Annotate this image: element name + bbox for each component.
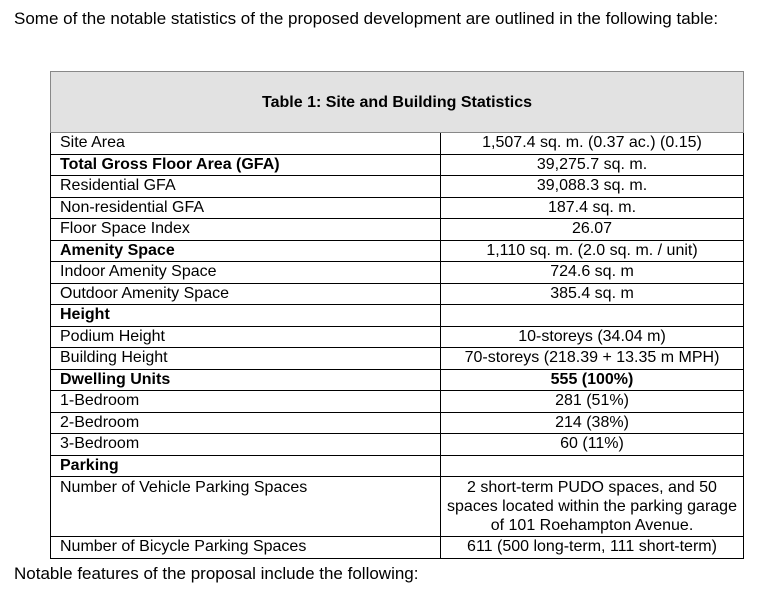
row-value: 10-storeys (34.04 m) — [441, 326, 744, 348]
row-value — [441, 305, 744, 327]
row-label: 1-Bedroom — [51, 391, 441, 413]
row-label: Outdoor Amenity Space — [51, 283, 441, 305]
table-row — [51, 369, 744, 391]
row-value: 214 (38%) — [441, 412, 744, 434]
row-value: 611 (500 long-term, 111 short-term) — [441, 537, 744, 559]
row-label: Parking — [51, 455, 441, 477]
row-label: 3-Bedroom — [51, 434, 441, 456]
row-label: 2-Bedroom — [51, 412, 441, 434]
row-label: Height — [51, 305, 441, 327]
site-building-statistics-table — [50, 71, 744, 559]
row-label: Building Height — [51, 348, 441, 370]
row-label: Non-residential GFA — [51, 197, 441, 219]
row-label: Podium Height — [51, 326, 441, 348]
table-row — [51, 262, 744, 284]
table-row — [51, 176, 744, 198]
row-value: 2 short-term PUDO spaces, and 50 spaces located within the parking garage of 101 Roehampton Avenue. — [441, 477, 744, 537]
row-value — [441, 455, 744, 477]
row-value: 187.4 sq. m. — [441, 197, 744, 219]
table-row — [51, 240, 744, 262]
table-row — [51, 537, 744, 559]
row-value: 555 (100%) — [441, 369, 744, 391]
table-row — [51, 477, 744, 537]
table-row — [51, 154, 744, 176]
row-value: 1,110 sq. m. (2.0 sq. m. / unit) — [441, 240, 744, 262]
row-value: 26.07 — [441, 219, 744, 241]
row-value: 60 (11%) — [441, 434, 744, 456]
table-row — [51, 305, 744, 327]
row-value: 39,088.3 sq. m. — [441, 176, 744, 198]
table-row — [51, 133, 744, 155]
table-caption-row — [51, 72, 744, 133]
outro-paragraph: Notable features of the proposal include the following: — [14, 564, 419, 583]
table-row — [51, 326, 744, 348]
row-value: 281 (51%) — [441, 391, 744, 413]
row-label: Dwelling Units — [51, 369, 441, 391]
table-row — [51, 434, 744, 456]
row-label: Floor Space Index — [51, 219, 441, 241]
row-label: Indoor Amenity Space — [51, 262, 441, 284]
row-label: Number of Bicycle Parking Spaces — [51, 537, 441, 559]
row-label: Total Gross Floor Area (GFA) — [51, 154, 441, 176]
table-row — [51, 412, 744, 434]
row-value: 70-storeys (218.39 + 13.35 m MPH) — [441, 348, 744, 370]
row-label: Site Area — [51, 133, 441, 155]
row-value: 385.4 sq. m — [441, 283, 744, 305]
table-row — [51, 455, 744, 477]
table-row — [51, 348, 744, 370]
table-row — [51, 391, 744, 413]
table-row — [51, 197, 744, 219]
row-label: Amenity Space — [51, 240, 441, 262]
table-row — [51, 283, 744, 305]
table-row — [51, 219, 744, 241]
row-label: Number of Vehicle Parking Spaces — [51, 477, 441, 537]
intro-paragraph: Some of the notable statistics of the proposed development are outlined in the following table: — [14, 9, 719, 28]
row-value: 724.6 sq. m — [441, 262, 744, 284]
row-value: 1,507.4 sq. m. (0.37 ac.) (0.15) — [441, 133, 744, 155]
row-label: Residential GFA — [51, 176, 441, 198]
row-value: 39,275.7 sq. m. — [441, 154, 744, 176]
table-caption: Table 1: Site and Building Statistics — [51, 72, 744, 133]
